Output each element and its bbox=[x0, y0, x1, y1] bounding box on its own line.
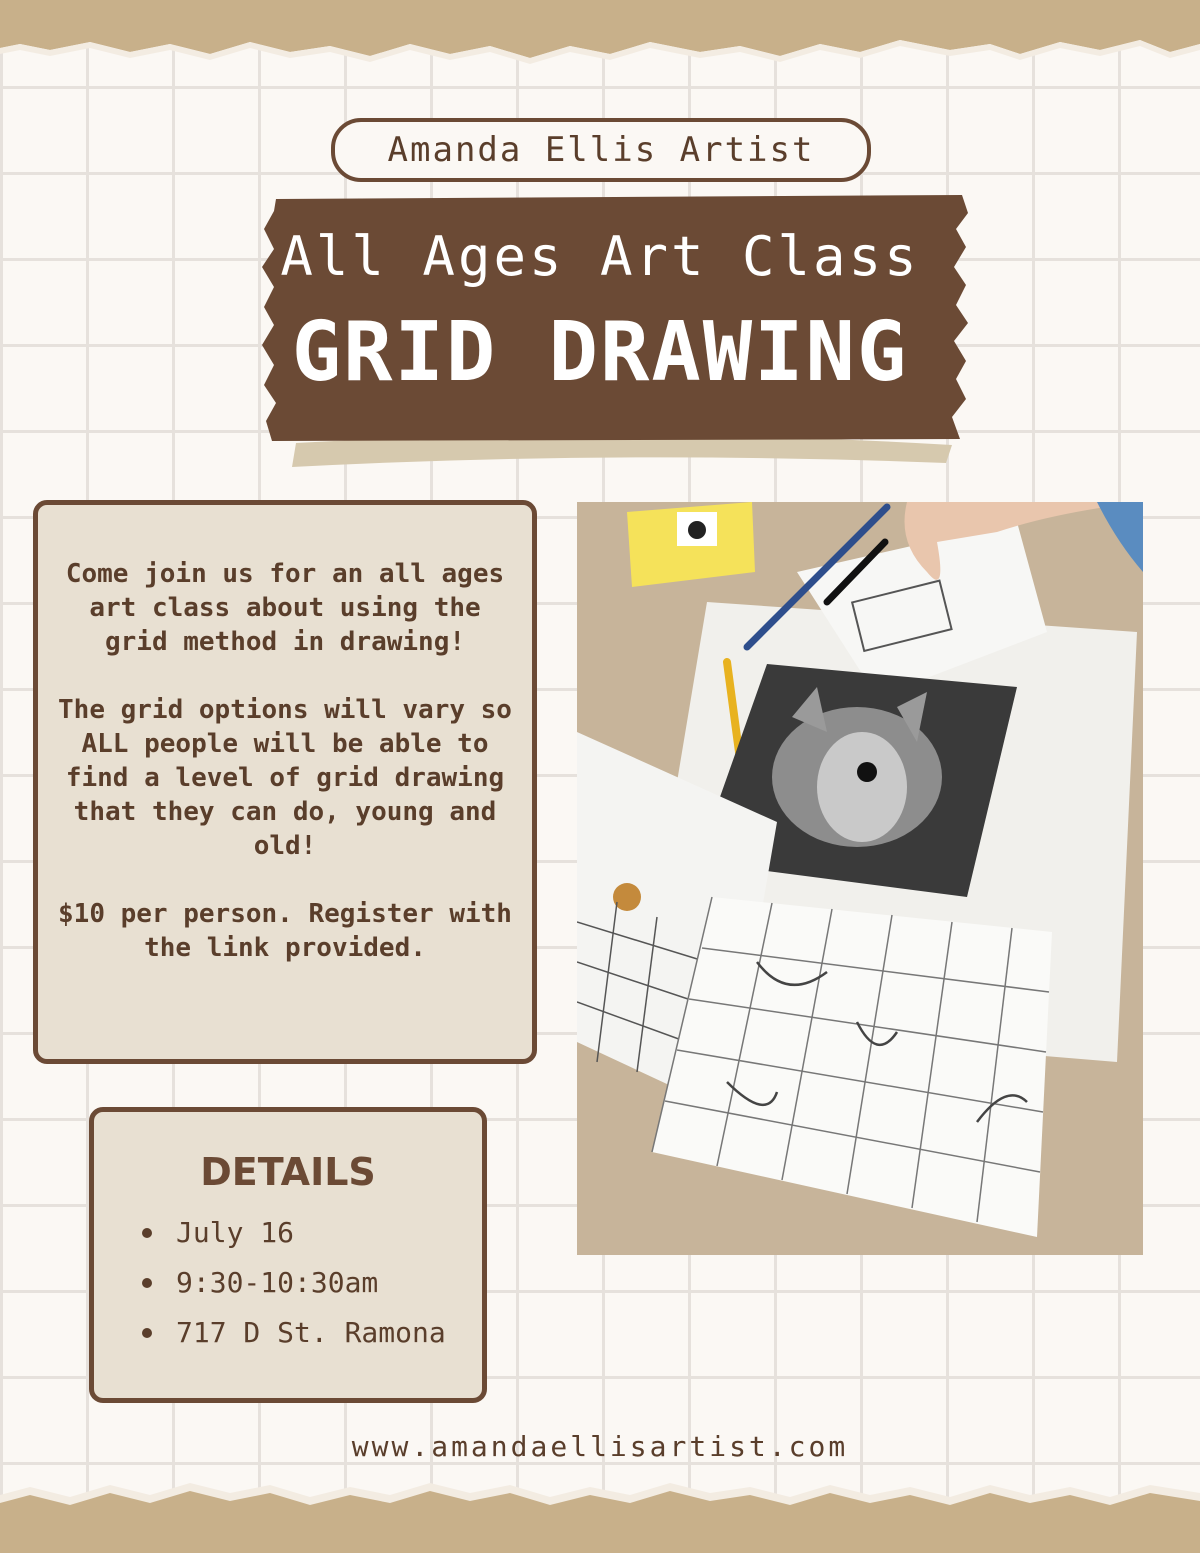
bullet-icon bbox=[142, 1228, 152, 1238]
description-paragraph: The grid options will vary so ALL people will be able to find a level of grid drawing that they can do, young and old! bbox=[58, 695, 512, 861]
torn-paper-top bbox=[0, 0, 1200, 70]
details-list bbox=[142, 1216, 446, 1366]
torn-paper-bottom bbox=[0, 1473, 1200, 1553]
artist-name: Amanda Ellis Artist bbox=[387, 130, 815, 170]
details-item-time: 9:30-10:30am bbox=[176, 1266, 379, 1299]
title-line-1: All Ages Art Class bbox=[280, 225, 920, 288]
details-item-location: 717 D St. Ramona bbox=[176, 1316, 446, 1349]
details-panel bbox=[89, 1107, 487, 1403]
artist-name-pill bbox=[331, 118, 871, 182]
details-item bbox=[142, 1316, 446, 1366]
details-item-date: July 16 bbox=[176, 1216, 295, 1249]
details-item bbox=[142, 1266, 446, 1316]
grid-drawing-photo bbox=[577, 502, 1143, 1255]
details-title: DETAILS bbox=[200, 1150, 376, 1194]
description-paragraph: Come join us for an all ages art class about using the grid method in drawing! bbox=[65, 559, 505, 657]
website-link[interactable]: www.amandaellisartist.com bbox=[351, 1430, 849, 1463]
bullet-icon bbox=[142, 1328, 152, 1338]
description-panel bbox=[33, 500, 537, 1064]
description-paragraph: $10 per person. Register with the link provided. bbox=[58, 899, 512, 963]
details-item bbox=[142, 1216, 446, 1266]
title-line-2: GRID DRAWING bbox=[291, 305, 909, 400]
bullet-icon bbox=[142, 1278, 152, 1288]
